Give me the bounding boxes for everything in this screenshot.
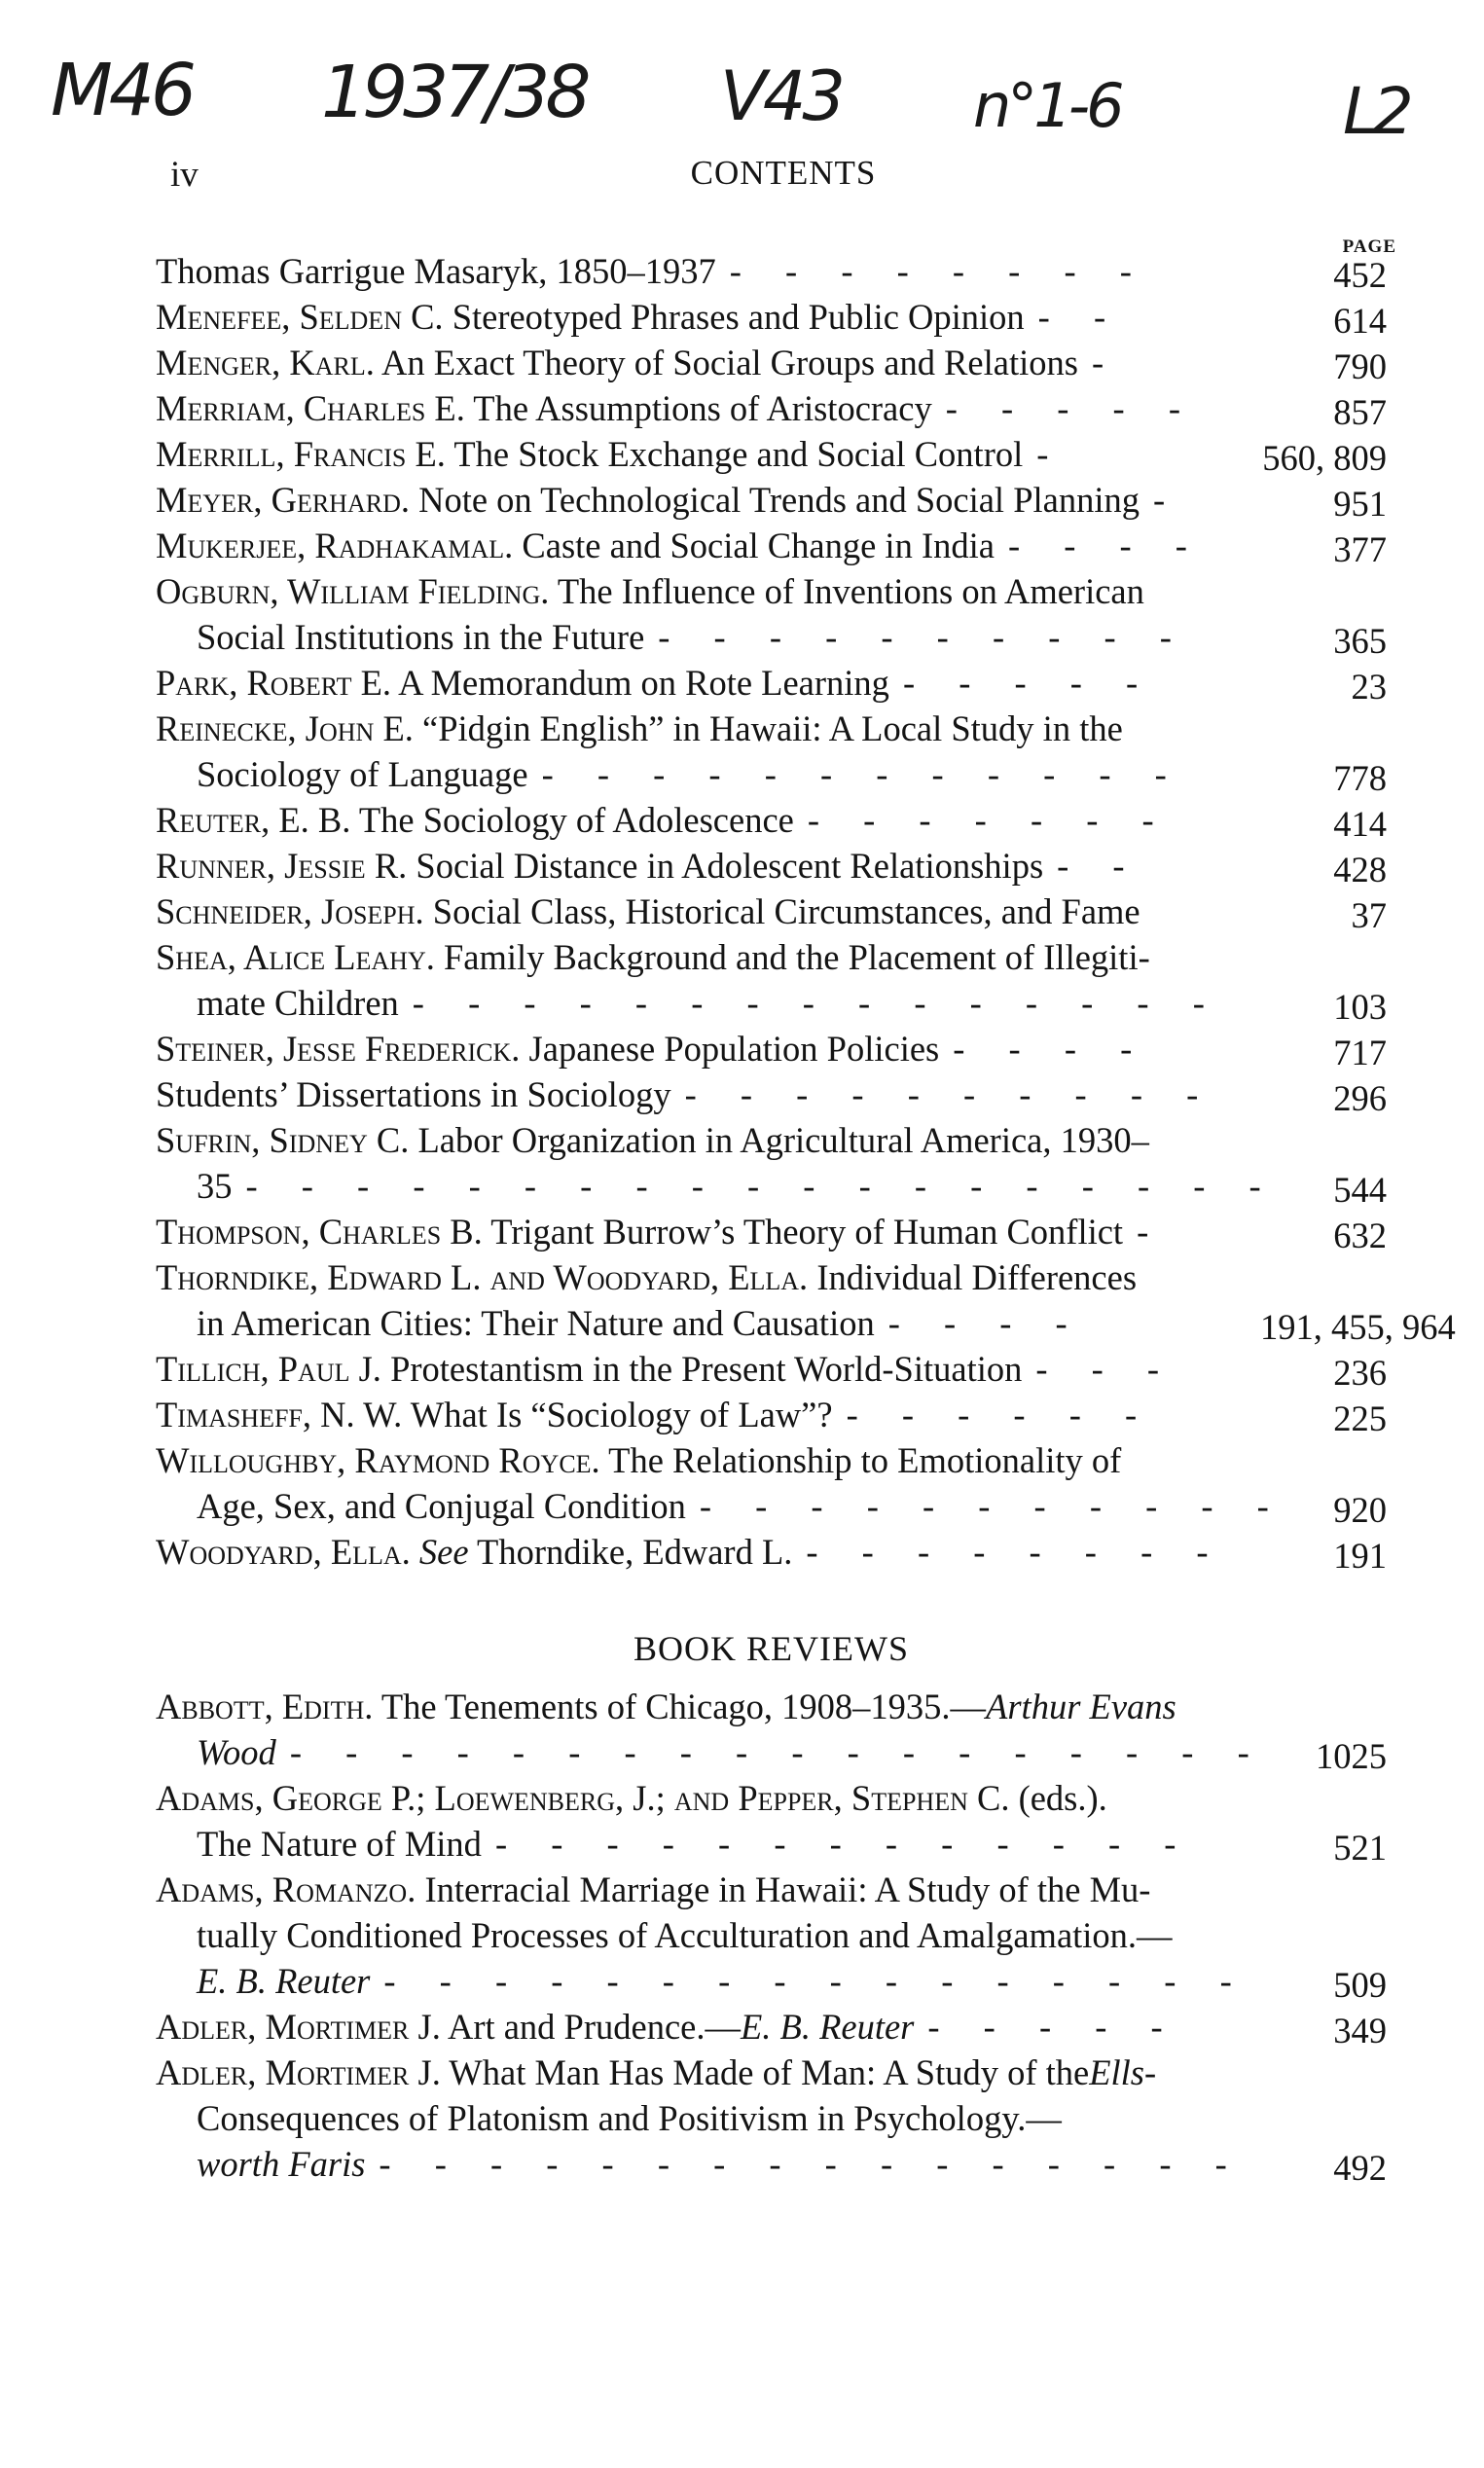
entry-title: The Assumptions of Aristocracy xyxy=(464,388,932,428)
page-header xyxy=(170,154,1396,202)
entry-line xyxy=(156,1775,1260,1821)
entry-author: Woodyard, Ella. xyxy=(156,1532,411,1572)
entry-title: Social Class, Historical Circumstances, and Fame xyxy=(423,891,1140,931)
toc-entry xyxy=(156,1026,1387,1071)
page-number: 790 xyxy=(1333,346,1387,386)
dot-leader: - - - - - - - - - - xyxy=(658,617,1189,657)
dot-leader: - - - - - - - - - - - - - - - xyxy=(412,983,1222,1023)
entry-title: The Relationship to Emotionality of xyxy=(599,1440,1122,1480)
entry-line xyxy=(156,1346,1260,1392)
dot-leader: - - - xyxy=(1035,1349,1177,1389)
entry-line xyxy=(156,248,1260,294)
entry-line xyxy=(156,2141,1260,2187)
dot-leader: - xyxy=(1036,434,1067,474)
dot-leader: - - - - - - - - - - - xyxy=(699,1486,1286,1526)
entry-author: Park, Robert E. xyxy=(156,663,391,703)
entry-line xyxy=(156,843,1260,889)
page-number: 778 xyxy=(1333,758,1387,798)
dot-leader: - - - - - - - - - - - - - - - - - - - xyxy=(245,1166,1279,1206)
dot-leader: - xyxy=(1152,480,1183,520)
entry-title: tually Conditioned Processes of Acculturation and Amalgamation.— xyxy=(197,1915,1173,1955)
entry-title: 35 xyxy=(197,1166,233,1206)
entry-line xyxy=(156,2095,1260,2141)
entry-title: Thomas Garrigue Masaryk, 1850–1937 xyxy=(156,251,716,291)
entry-title: Consequences of Platonism and Positivism in Psychology.— xyxy=(197,2098,1062,2138)
entry-line xyxy=(156,1729,1267,1775)
page-number: 452 xyxy=(1333,255,1387,295)
entry-author: Adler, Mortimer J. xyxy=(156,2052,441,2092)
entry-line xyxy=(156,1026,1260,1071)
entry-title: An Exact Theory of Social Groups and Relations xyxy=(374,343,1078,382)
entry-title: A Memorandum on Rote Learning xyxy=(391,663,889,703)
entry-line xyxy=(156,1958,1260,2004)
entry-title: What Is “Sociology of Law”? xyxy=(402,1395,833,1434)
entry-title: Stereotyped Phrases and Public Opinion xyxy=(443,297,1025,337)
dot-leader: - - xyxy=(1037,297,1124,337)
page-number: 103 xyxy=(1333,987,1387,1027)
toc-entry xyxy=(156,568,1387,660)
dot-leader: - - - - xyxy=(887,1303,1085,1343)
dot-leader: - - - - - xyxy=(927,2007,1180,2047)
entry-line xyxy=(156,1209,1260,1254)
contents-list xyxy=(156,248,1456,1576)
entry-author: Ogburn, William Fielding. xyxy=(156,571,550,611)
page-number: 23 xyxy=(1351,667,1387,707)
dot-leader: - - - - - - - - - - - - - - - - xyxy=(383,1961,1249,2001)
toc-entry xyxy=(156,248,1387,294)
entry-author: Runner, Jessie R. xyxy=(156,846,408,886)
toc-entry xyxy=(156,1529,1387,1575)
entry-author: Adams, George P.; Loewenberg, J.; and Pepper, Stephen C. xyxy=(156,1778,1010,1818)
entry-line xyxy=(156,1254,1260,1300)
entry-title: Sociology of Language xyxy=(197,754,528,794)
entry-reviewer: Wood xyxy=(197,1732,276,1772)
dot-leader: - - - - - - - - xyxy=(806,1532,1226,1572)
entry-line xyxy=(156,706,1260,751)
entry-line xyxy=(156,1821,1260,1867)
entry-reviewer: Ells- xyxy=(1089,2052,1157,2092)
toc-entry xyxy=(156,2004,1387,2050)
page-title: CONTENTS xyxy=(690,154,877,192)
dot-leader: - - - - - - - xyxy=(807,800,1172,840)
entry-title: “Pidgin English” in Hawaii: A Local Study in the xyxy=(413,708,1123,748)
toc-entry xyxy=(156,385,1387,431)
page-number: 521 xyxy=(1333,1828,1387,1868)
toc-entry xyxy=(156,1392,1387,1437)
page-number: 920 xyxy=(1333,1490,1387,1530)
dot-leader: - - - - - - - - xyxy=(729,251,1149,291)
entry-line xyxy=(156,751,1260,797)
entry-title: Japanese Population Policies xyxy=(520,1029,940,1069)
entry-author: Sufrin, Sidney C. xyxy=(156,1120,410,1160)
entry-title: Age, Sex, and Conjugal Condition xyxy=(197,1486,686,1526)
toc-entry xyxy=(156,477,1387,523)
entry-title: Students’ Dissertations in Sociology xyxy=(156,1074,671,1114)
handwritten-note: L2 xyxy=(1343,74,1408,149)
toc-entry xyxy=(156,706,1387,797)
entry-author: Abbott, Edith. xyxy=(156,1687,374,1726)
toc-entry xyxy=(156,1071,1387,1117)
toc-entry xyxy=(156,431,1387,477)
page-number: 632 xyxy=(1333,1216,1387,1255)
entry-line xyxy=(156,934,1260,980)
dot-leader: - - - - - xyxy=(945,388,1198,428)
dot-leader: - xyxy=(1137,1212,1167,1252)
dot-leader: - - - - - xyxy=(902,663,1156,703)
entry-author: Merriam, Charles E. xyxy=(156,388,465,428)
entry-title: mate Children xyxy=(197,983,399,1023)
toc-entry xyxy=(156,843,1387,889)
page-number: 37 xyxy=(1351,895,1387,935)
page-number: 236 xyxy=(1333,1353,1387,1393)
entry-author: Shea, Alice Leahy. xyxy=(156,937,435,977)
entry-reviewer: Arthur Evans xyxy=(986,1687,1176,1726)
entry-line xyxy=(156,1867,1260,1912)
entry-title: The Influence of Inventions on American xyxy=(549,571,1144,611)
entry-title: Note on Technological Trends and Social Planning xyxy=(409,480,1140,520)
page-number: 544 xyxy=(1333,1170,1387,1210)
toc-entry xyxy=(156,1346,1387,1392)
toc-entry xyxy=(156,1209,1387,1254)
entry-line xyxy=(156,1163,1279,1209)
entry-title: The Tenements of Chicago, 1908–1935.— xyxy=(373,1687,987,1726)
toc-entry xyxy=(156,1684,1387,1775)
toc-entry xyxy=(156,1117,1387,1209)
entry-reviewer: worth Faris xyxy=(197,2144,366,2184)
page-number: 428 xyxy=(1333,850,1387,889)
entry-line xyxy=(156,431,1260,477)
page-number: 492 xyxy=(1333,2148,1387,2188)
entry-author: Meyer, Gerhard. xyxy=(156,480,410,520)
entry-line xyxy=(156,294,1260,340)
page-number: 857 xyxy=(1333,392,1387,432)
handwritten-note: M46 xyxy=(51,49,194,132)
entry-author: Mukerjee, Radhakamal. xyxy=(156,526,514,565)
entry-line xyxy=(156,385,1260,431)
entry-line xyxy=(156,477,1260,523)
book-reviews-section xyxy=(156,1625,1387,2187)
section-title: BOOK REVIEWS xyxy=(633,1629,909,1668)
entry-title: Individual Differences xyxy=(808,1257,1138,1297)
entry-author: Menger, Karl. xyxy=(156,343,375,382)
entry-line xyxy=(156,614,1260,660)
toc-entry xyxy=(156,294,1387,340)
page-number: 951 xyxy=(1333,484,1387,524)
dot-leader: - - - - - - - - - - - - xyxy=(541,754,1184,794)
entry-line xyxy=(156,889,1260,934)
dot-leader: - - - - - - xyxy=(846,1395,1155,1434)
entry-author: Reinecke, John E. xyxy=(156,708,414,748)
entry-author: Menefee, Selden C. xyxy=(156,297,444,337)
entry-author: Adams, Romanzo. xyxy=(156,1869,416,1909)
entry-line xyxy=(156,1392,1260,1437)
entry-title: Thorndike, Edward L. xyxy=(468,1532,793,1572)
entry-title: Family Background and the Placement of Illegiti- xyxy=(434,937,1150,977)
entry-line xyxy=(156,1529,1260,1575)
page-folio: iv xyxy=(170,155,199,195)
entry-line xyxy=(156,1684,1260,1729)
dot-leader: - - - - - - - - - - - - - - - - - - xyxy=(289,1732,1267,1772)
page-number: 614 xyxy=(1333,301,1387,341)
page-column-label: PAGE xyxy=(1342,236,1396,257)
dot-leader: - - - - xyxy=(953,1029,1150,1069)
handwritten-note: 1937/38 xyxy=(321,51,587,134)
entry-line xyxy=(156,1437,1260,1483)
page-number: 365 xyxy=(1333,621,1387,661)
dot-leader: - - - - xyxy=(1007,526,1205,565)
page-number: 296 xyxy=(1333,1078,1387,1118)
entry-line xyxy=(156,523,1260,568)
entry-author: Steiner, Jesse Frederick. xyxy=(156,1029,521,1069)
dot-leader: - - xyxy=(1057,846,1142,886)
page-number: 560, 809 xyxy=(1262,438,1387,478)
page-number: 191 xyxy=(1333,1536,1387,1576)
dot-leader: - - - - - - - - - - - - - xyxy=(494,1824,1194,1864)
entry-line xyxy=(156,980,1260,1026)
entry-line xyxy=(156,2050,1260,2095)
entry-author: Willoughby, Raymond Royce. xyxy=(156,1440,600,1480)
toc-entry xyxy=(156,797,1387,843)
book-reviews-list xyxy=(156,1684,1387,2187)
entry-author: Schneider, Joseph. xyxy=(156,891,424,931)
page-number: 414 xyxy=(1333,804,1387,844)
entry-line xyxy=(156,660,1260,706)
entry-title: Caste and Social Change in India xyxy=(513,526,995,565)
entry-line xyxy=(156,1912,1260,1958)
toc-entry xyxy=(156,1775,1387,1867)
page-number: 717 xyxy=(1333,1033,1387,1072)
toc-entry xyxy=(156,660,1387,706)
dot-leader: - xyxy=(1091,343,1122,382)
entry-line xyxy=(156,1117,1260,1163)
toc-entry xyxy=(156,1437,1387,1529)
entry-title: (eds.). xyxy=(1009,1778,1107,1818)
entry-author: Tillich, Paul J. xyxy=(156,1349,381,1389)
entry-title: The Stock Exchange and Social Control xyxy=(445,434,1024,474)
entry-author: Adler, Mortimer J. xyxy=(156,2007,441,2047)
entry-title: Trigant Burrow’s Theory of Human Conflict xyxy=(482,1212,1124,1252)
dot-leader: - - - - - - - - - - xyxy=(684,1074,1216,1114)
entry-reviewer: E. B. Reuter xyxy=(741,2007,915,2047)
entry-title: The Sociology of Adolescence xyxy=(350,800,794,840)
entry-line xyxy=(156,2004,1260,2050)
entry-title: in American Cities: Their Nature and Causation xyxy=(197,1303,875,1343)
entry-line xyxy=(156,568,1260,614)
entry-author: Reuter, E. B. xyxy=(156,800,351,840)
handwritten-note: n°1-6 xyxy=(973,70,1121,141)
handwritten-note: V43 xyxy=(720,56,842,136)
entry-title: What Man Has Made of Man: A Study of the xyxy=(440,2052,1090,2092)
toc-entry xyxy=(156,1867,1387,2004)
entry-title: Art and Prudence.— xyxy=(440,2007,741,2047)
entry-line xyxy=(156,797,1260,843)
toc-entry xyxy=(156,1254,1456,1347)
entry-line xyxy=(156,1483,1286,1529)
page-number: 191, 455, 964 xyxy=(1260,1307,1456,1347)
page-number: 377 xyxy=(1333,529,1387,569)
entry-author: Timasheff, N. W. xyxy=(156,1395,403,1434)
entry-author: Merrill, Francis E. xyxy=(156,434,446,474)
toc-entry xyxy=(156,934,1387,1026)
see-reference: See xyxy=(410,1532,469,1572)
toc-entry xyxy=(156,889,1387,934)
dot-leader: - - - - - - - - - - - - - - - - xyxy=(379,2144,1245,2184)
page-number: 349 xyxy=(1333,2011,1387,2051)
entry-title: Interracial Marriage in Hawaii: A Study of the Mu- xyxy=(416,1869,1151,1909)
page-number: 225 xyxy=(1333,1398,1387,1438)
entry-author: Thorndike, Edward L. and Woodyard, Ella. xyxy=(156,1257,809,1297)
entry-title: Social Distance in Adolescent Relationships xyxy=(407,846,1044,886)
entry-line xyxy=(156,1300,1260,1346)
entry-title: Social Institutions in the Future xyxy=(197,617,645,657)
toc-entry xyxy=(156,523,1387,568)
entry-title: Protestantism in the Present World-Situation xyxy=(380,1349,1023,1389)
page-number: 509 xyxy=(1333,1965,1387,2005)
toc-entry xyxy=(156,340,1387,385)
page-number: 1025 xyxy=(1316,1736,1387,1776)
handwritten-annotation xyxy=(39,39,1445,165)
entry-reviewer: E. B. Reuter xyxy=(197,1961,371,2001)
entry-title: The Nature of Mind xyxy=(197,1824,482,1864)
entry-title: Labor Organization in Agricultural America, 1930– xyxy=(409,1120,1149,1160)
entry-author: Thompson, Charles B. xyxy=(156,1212,483,1252)
toc-entry xyxy=(156,2050,1387,2187)
entry-line xyxy=(156,1071,1260,1117)
entry-line xyxy=(156,340,1260,385)
